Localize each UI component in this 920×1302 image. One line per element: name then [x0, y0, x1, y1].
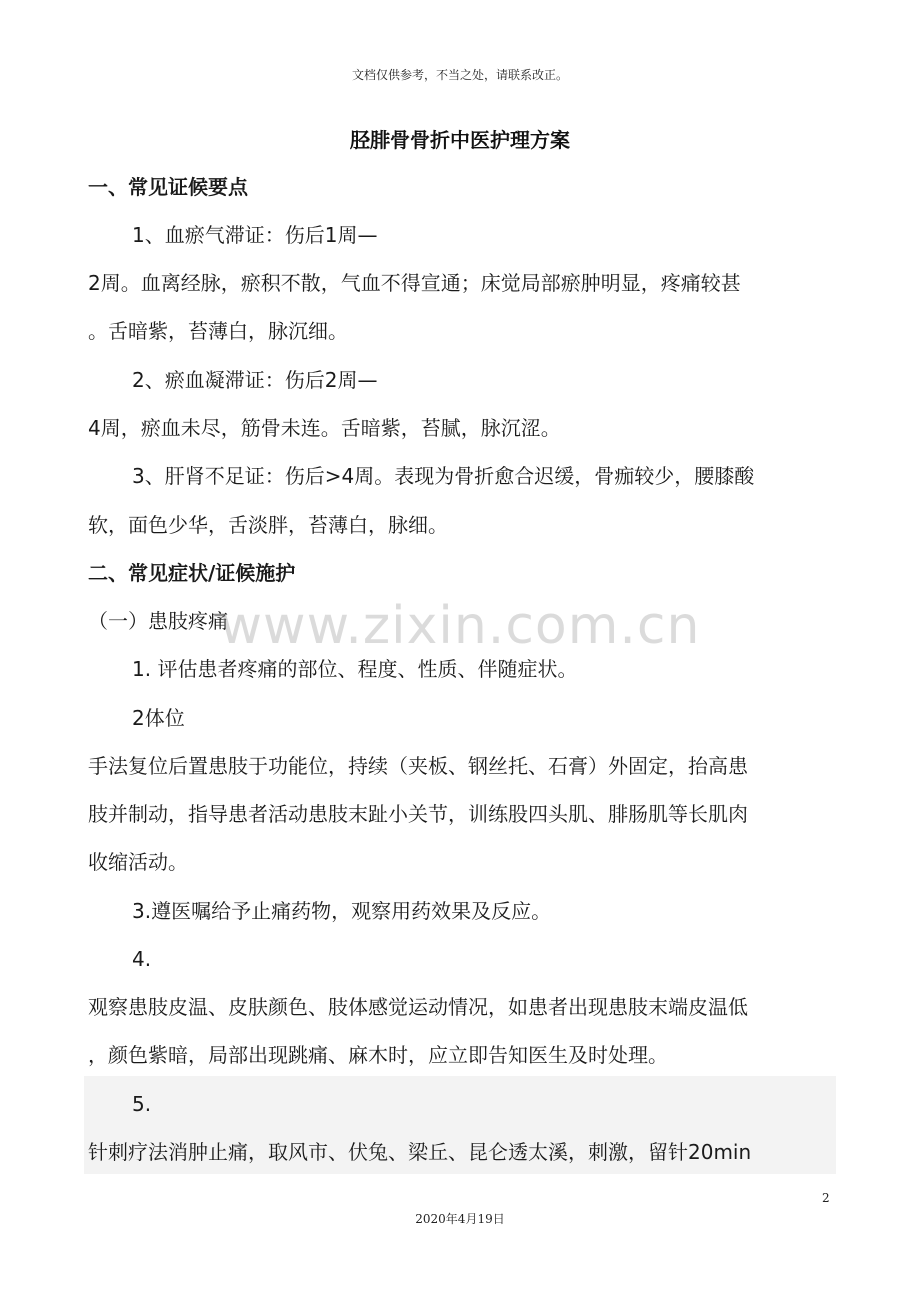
paragraph-line: 。舌暗紫，苔薄白，脉沉细。 [88, 319, 348, 343]
document-title: 胫腓骨骨折中医护理方案 [350, 128, 570, 152]
paragraph-line: 观察患肢皮温、皮肤颜色、肢体感觉运动情况，如患者出现患肢末端皮温低 [88, 995, 748, 1019]
subsection-heading: （一）患肢疼痛 [88, 609, 228, 633]
paragraph-line: 1. 评估患者疼痛的部位、程度、性质、伴随症状。 [132, 657, 578, 681]
section-heading: 二、常见症状/证候施护 [88, 561, 296, 585]
paragraph-line: 收缩活动。 [88, 850, 188, 874]
paragraph-line: ，颜色紫暗，局部出现跳痛、麻木时，应立即告知医生及时处理。 [88, 1043, 668, 1067]
footer-date: 2020年4月19日 [415, 1212, 505, 1226]
page-number: 2 [822, 1191, 830, 1205]
paragraph-line: 5. [132, 1092, 152, 1116]
paragraph-line: 4. [132, 947, 152, 971]
paragraph-line: 1、血瘀气滞证：伤后1周— [132, 223, 378, 247]
paragraph-line: 肢并制动，指导患者活动患肢末趾小关节，训练股四头肌、腓肠肌等长肌肉 [88, 802, 748, 826]
paragraph-line: 2体位 [132, 706, 185, 730]
paragraph-line: 3.遵医嘱给予止痛药物，观察用药效果及反应。 [132, 899, 552, 923]
paragraph-line: 3、肝肾不足证：伤后>4周。表现为骨折愈合迟缓，骨痂较少，腰膝酸 [132, 464, 755, 488]
paragraph-line: 手法复位后置患肢于功能位，持续（夹板、钢丝托、石膏）外固定，抬高患 [88, 754, 748, 778]
paragraph-line: 针刺疗法消肿止痛，取风市、伏兔、梁丘、昆仑透太溪，刺激，留针20min [88, 1140, 752, 1164]
paragraph-line: 2周。血离经脉，瘀积不散，气血不得宣通；床觉局部瘀肿明显，疼痛较甚 [88, 271, 741, 295]
paragraph-line: 2、瘀血凝滞证：伤后2周— [132, 368, 378, 392]
section-heading: 一、常见证候要点 [88, 175, 248, 199]
paragraph-line: 软，面色少华，舌淡胖，苔薄白，脉细。 [88, 513, 448, 537]
watermark: www.zixin.com.cn [219, 596, 701, 656]
header-note: 文档仅供参考，不当之处，请联系改正。 [351, 68, 568, 82]
paragraph-line: 4周，瘀血未尽，筋骨未连。舌暗紫，苔腻，脉沉涩。 [88, 416, 561, 440]
